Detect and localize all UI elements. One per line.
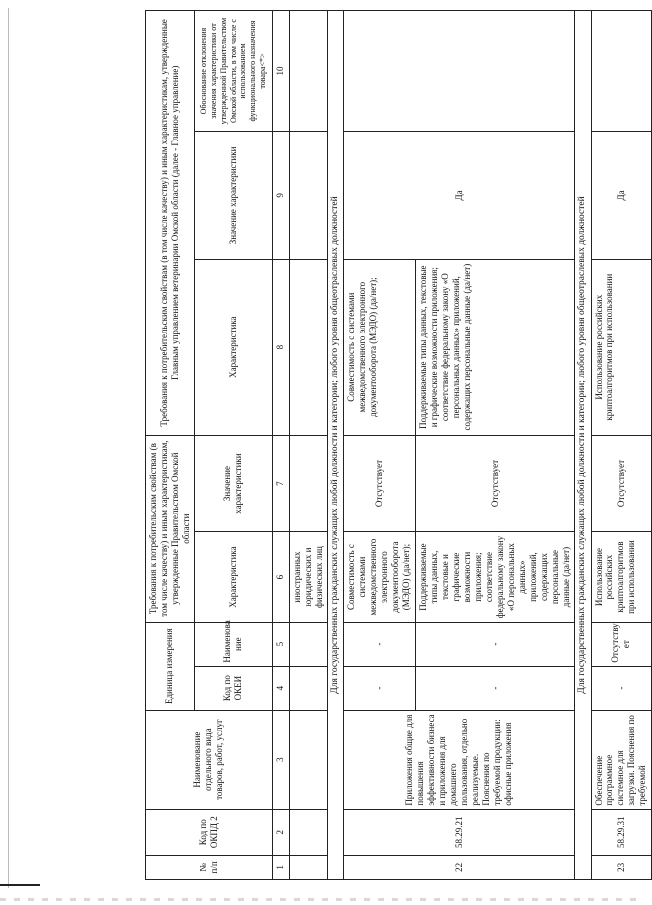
header-name: Наименование отдельного вида товаров, работ, услуг <box>146 710 273 809</box>
rotated-document <box>145 10 648 880</box>
header-req-dept: Требования к потребительским свойствам (в том числе качеству) и иным характеристикам, утвержденные Главным управлением ветеринарии Омской области (далее - Главное управление) <box>146 11 195 436</box>
col-number: 2 <box>272 809 289 855</box>
row-unit-name: - <box>416 622 575 666</box>
col-number: 5 <box>272 622 289 666</box>
col-number: 7 <box>272 435 289 532</box>
row-unit-code: - <box>591 666 651 710</box>
row-number: 23 <box>591 855 651 879</box>
section-title: Для государственных гражданских служащих любой должности и категории; любого уровня общеотраслевых должностей <box>574 11 591 880</box>
row-unit-code: - <box>344 666 416 710</box>
requirements-table <box>145 10 652 880</box>
header-char-dept: Характеристика <box>194 259 272 435</box>
row-justification <box>344 11 575 132</box>
row-value-gov: Отсутствует <box>416 435 575 532</box>
section-row <box>574 11 591 880</box>
row-justification <box>591 11 651 132</box>
scan-artifact-line <box>0 884 40 886</box>
section-title: Для государственных гражданских служащих любой должности и категории; любого уровня общеотраслевых должностей <box>327 11 344 880</box>
table-row <box>344 11 416 880</box>
row-char-gov: Поддерживаемые типы данных, текстовые и графические возможности приложения; соответствие федеральному закону «О персональных данных» приложений, содержащих персональные данные (да/нет) <box>416 532 575 622</box>
row-okpd: 58.29.21 <box>344 809 575 855</box>
row-name: Приложения общие для повышения эффективности бизнеса и приложения для домашнего пользования, отдельно реализуемые. Пояснения по требуемой продукции: офисные приложения <box>344 710 575 809</box>
row-char-dept: Использование российских криптоалгоритмов при использовании <box>591 259 651 435</box>
row-okpd: 58.29.31 <box>591 809 651 855</box>
section-row <box>327 11 344 880</box>
header-justification: Обоснование отклонения значения характеристики от утвержденной Правительством Омской области, в том числе с использованием функционального назначения товара<*> <box>194 11 272 132</box>
scan-edge <box>8 8 9 888</box>
col-number: 1 <box>272 855 289 879</box>
carry-char-gov: иностранных юридических и физических лиц <box>289 532 327 622</box>
row-number: 22 <box>344 855 575 879</box>
header-value-gov: Значение характеристики <box>194 435 272 532</box>
header-okpd: Код по ОКПД 2 <box>146 809 273 855</box>
col-number: 10 <box>272 11 289 132</box>
row-unit-code: - <box>416 666 575 710</box>
header-unit-code: Код по ОКЕИ <box>194 666 272 710</box>
header-row-1 <box>146 11 195 880</box>
row-unit-name: - <box>344 622 416 666</box>
col-number: 4 <box>272 666 289 710</box>
row-char-gov: Совместимость с системами межведомственного электронного документооборота (МЭДО) (да/нет); <box>344 532 416 622</box>
carry-over-row <box>289 11 327 880</box>
table-row <box>591 11 651 880</box>
row-char-gov: Использование российских криптоалгоритмов при использовании <box>591 532 651 622</box>
col-number: 8 <box>272 259 289 435</box>
row-name: Обеспечение программное системное для загрузки. Пояснения по требуемой <box>591 710 651 809</box>
header-no: № п/п <box>146 855 273 879</box>
row-value-gov: Отсутствует <box>344 435 416 532</box>
col-number: 9 <box>272 132 289 260</box>
header-char-gov: Характеристика <box>194 532 272 622</box>
col-number: 3 <box>272 710 289 809</box>
header-unit: Единица измерения <box>146 622 195 710</box>
row-value-dept: Да <box>591 132 651 260</box>
row-char-dept: Поддерживаемые типы данных, текстовые и графические возможности приложения; соответствие федеральному закону «О персональных данных» приложений, содержащих персональные данные (да/нет) <box>416 259 575 435</box>
header-value-dept: Значение характеристики <box>194 132 272 260</box>
header-unit-name: Наименова ние <box>194 622 272 666</box>
row-unit-name: Отсутству ет <box>591 622 651 666</box>
row-value-dept: Да <box>344 132 575 260</box>
row-char-dept: Совместимость с системами межведомственного электронного документооборота (МЭДО) (да/нет); <box>344 259 416 435</box>
header-req-gov: Требования к потребительским свойствам (в том числе качеству) и иным характеристикам, утвержденные Правительством Омской области <box>146 435 195 622</box>
column-number-row <box>272 11 289 880</box>
scan-artifact-dots <box>0 898 640 901</box>
col-number: 6 <box>272 532 289 622</box>
row-value-gov: Отсутствует <box>591 435 651 532</box>
